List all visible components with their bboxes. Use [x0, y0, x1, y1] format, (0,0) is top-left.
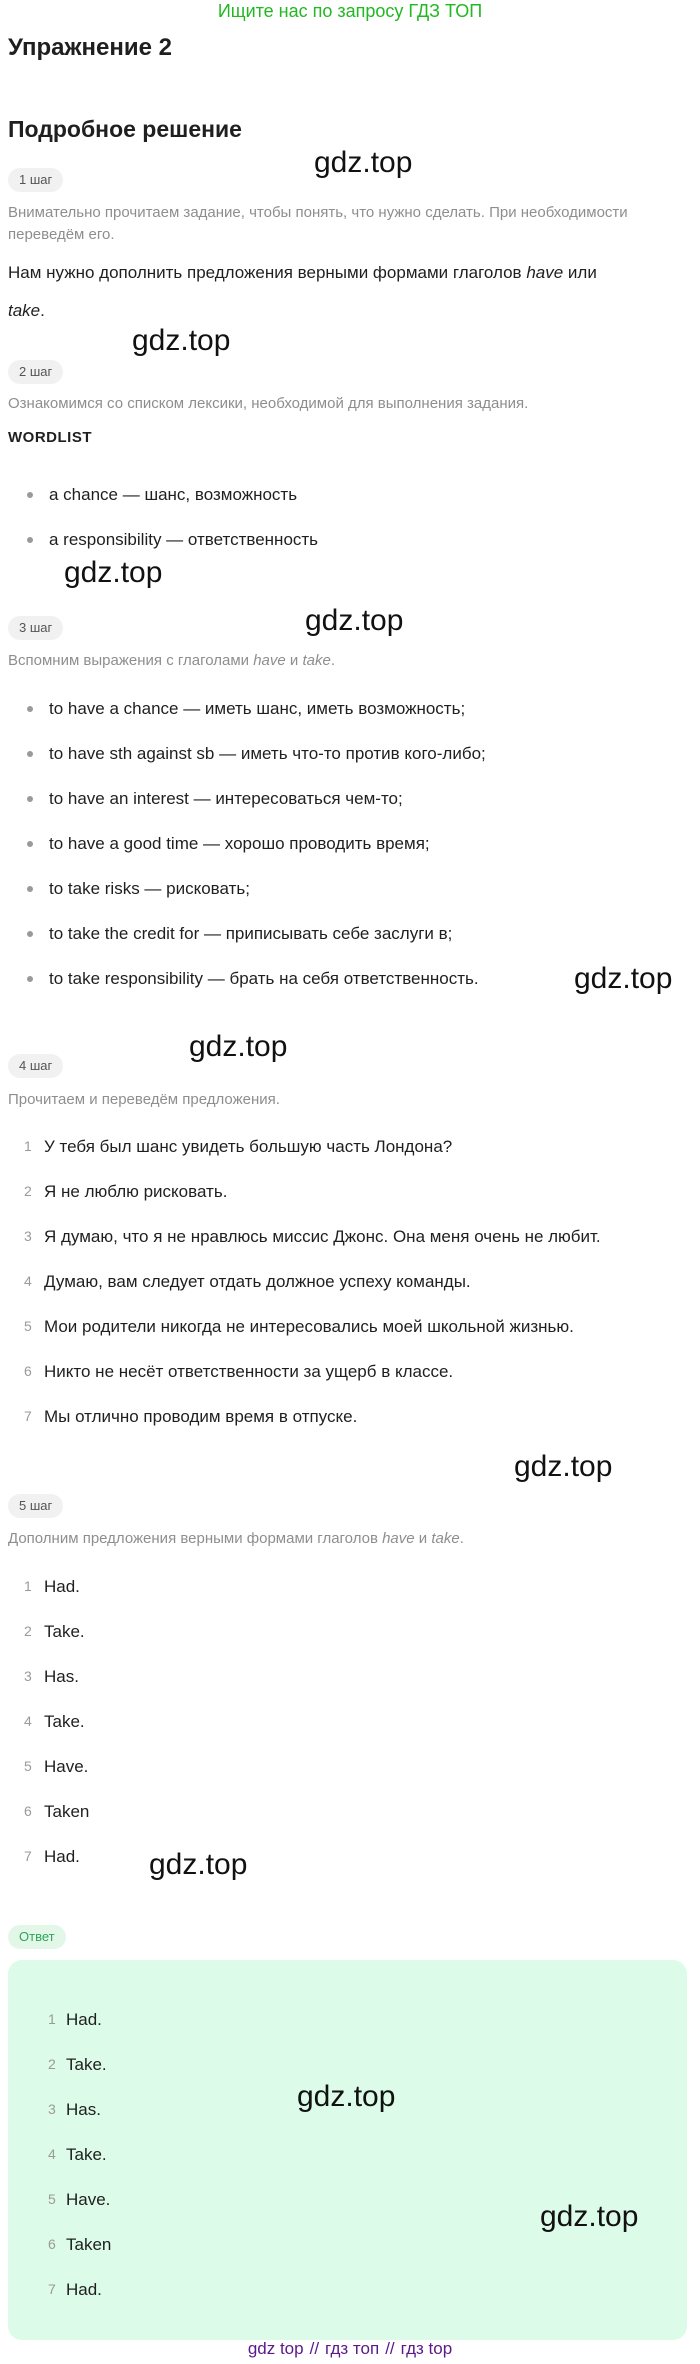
list-item: to take risks — рисковать; [0, 866, 690, 911]
list-item: to take the credit for — приписывать себе заслуги в; [0, 911, 690, 956]
step-1-badge: 1 шаг [8, 168, 63, 192]
bullet-icon [27, 706, 33, 712]
list-item: a responsibility — ответственность [0, 517, 690, 562]
bullet-icon [27, 841, 33, 847]
footer-separator: // [385, 2339, 395, 2358]
solution-list [0, 1564, 690, 1879]
list-item: 1 Had. [24, 1577, 80, 1596]
answer-box [8, 1960, 687, 2340]
watermark: gdz.top [305, 604, 404, 637]
verb-have: have [382, 1530, 415, 1547]
list-item: 5 Have. [48, 2190, 111, 2209]
footer-link[interactable]: гдз top [400, 2339, 453, 2358]
wordlist [0, 472, 690, 562]
watermark: gdz.top [574, 962, 673, 995]
list-item: 3 Я думаю, что я не нравлюсь миссис Джонс. Она меня очень не любит. [24, 1227, 601, 1246]
list-item: 2 Take. [24, 1622, 85, 1641]
wordlist-heading: WORDLIST [8, 429, 92, 446]
footer-links [0, 2338, 700, 2360]
step-4-badge: 4 шаг [8, 1054, 63, 1078]
bullet-icon [27, 537, 33, 543]
step-2-badge: 2 шаг [8, 360, 63, 384]
watermark: gdz.top [314, 146, 413, 179]
step-1-text [8, 254, 688, 330]
step-2-hint: Ознакомимся со списком лексики, необходимой для выполнения задания. [8, 395, 529, 412]
step-5-hint: Дополним предложения верными формами глаголов have и take. [8, 1530, 464, 1547]
list-item: 3 Has. [48, 2100, 101, 2119]
section-title: Подробное решение [8, 116, 242, 142]
list-item: 4 Take. [24, 1712, 85, 1731]
watermark: gdz.top [189, 1030, 288, 1063]
bullet-icon [27, 751, 33, 757]
list-item: 1 Had. [48, 2010, 102, 2029]
answer-badge: Ответ [8, 1925, 66, 1949]
list-item: 5 Have. [24, 1757, 89, 1776]
verb-take: take [431, 1530, 460, 1547]
step-1-text-mid: или [563, 263, 597, 282]
verb-have: have [526, 263, 564, 282]
verb-take: take [302, 652, 331, 669]
translations-list [0, 1124, 690, 1439]
search-banner: Ищите нас по запросу ГДЗ ТОП [217, 1, 483, 21]
bullet-icon [27, 976, 33, 982]
step-1-text-before: Нам нужно дополнить предложения верными формами глаголов [8, 263, 527, 282]
list-item: 7 Мы отлично проводим время в отпуске. [24, 1407, 358, 1426]
footer-link[interactable]: гдз топ [325, 2339, 380, 2358]
step-3-hint: Вспомним выражения с глаголами have и take. [8, 652, 335, 669]
bullet-icon [27, 931, 33, 937]
bullet-icon [27, 796, 33, 802]
step-3-badge: 3 шаг [8, 616, 63, 640]
list-item: to have a chance — иметь шанс, иметь возможность; [0, 686, 690, 731]
list-item: to have sth against sb — иметь что-то против кого-либо; [0, 731, 690, 776]
verb-have: have [253, 652, 286, 669]
answer-list [8, 1997, 698, 2312]
watermark: gdz.top [64, 556, 163, 589]
step-1-hint: Внимательно прочитаем задание, чтобы понять, что нужно сделать. При необходимости переведём его. [8, 204, 628, 243]
list-item: 1 У тебя был шанс увидеть большую часть Лондона? [24, 1137, 453, 1156]
list-item: 5 Мои родители никогда не интересовались моей школьной жизнью. [24, 1317, 574, 1336]
list-item: 2 Я не люблю рисковать. [24, 1182, 228, 1201]
step-5-badge: 5 шаг [8, 1494, 63, 1518]
list-item: 2 Take. [48, 2055, 107, 2074]
footer-link[interactable]: gdz top [247, 2339, 304, 2358]
watermark: gdz.top [540, 2200, 639, 2233]
list-item: 7 Had. [24, 1847, 80, 1866]
list-item: to take responsibility — брать на себя ответственность. [0, 956, 690, 1001]
watermark: gdz.top [132, 324, 231, 357]
list-item: 3 Has. [24, 1667, 79, 1686]
verb-take: take [8, 301, 41, 320]
step-1-text-after: . [40, 301, 45, 320]
watermark: gdz.top [149, 1848, 248, 1881]
list-item: 6 Никто не несёт ответственности за ущерб в классе. [24, 1362, 454, 1381]
watermark: gdz.top [514, 1450, 613, 1483]
footer-separator: // [309, 2339, 320, 2358]
step-4-hint: Прочитаем и переведём предложения. [8, 1091, 280, 1108]
list-item: 7 Had. [48, 2280, 102, 2299]
bullet-icon [27, 492, 33, 498]
watermark: gdz.top [297, 2080, 396, 2113]
list-item: to have an interest — интересоваться чем-то; [0, 776, 690, 821]
list-item: 6 Taken [24, 1802, 90, 1821]
page-title: Упражнение 2 [8, 34, 172, 61]
list-item: to have a good time — хорошо проводить время; [0, 821, 690, 866]
list-item: a chance — шанс, возможность [0, 472, 690, 517]
list-item: 4 Думаю, вам следует отдать должное успеху команды. [24, 1272, 471, 1291]
list-item: 4 Take. [48, 2145, 107, 2164]
list-item: 6 Taken [48, 2235, 112, 2254]
bullet-icon [27, 886, 33, 892]
expressions-list [0, 686, 690, 1001]
